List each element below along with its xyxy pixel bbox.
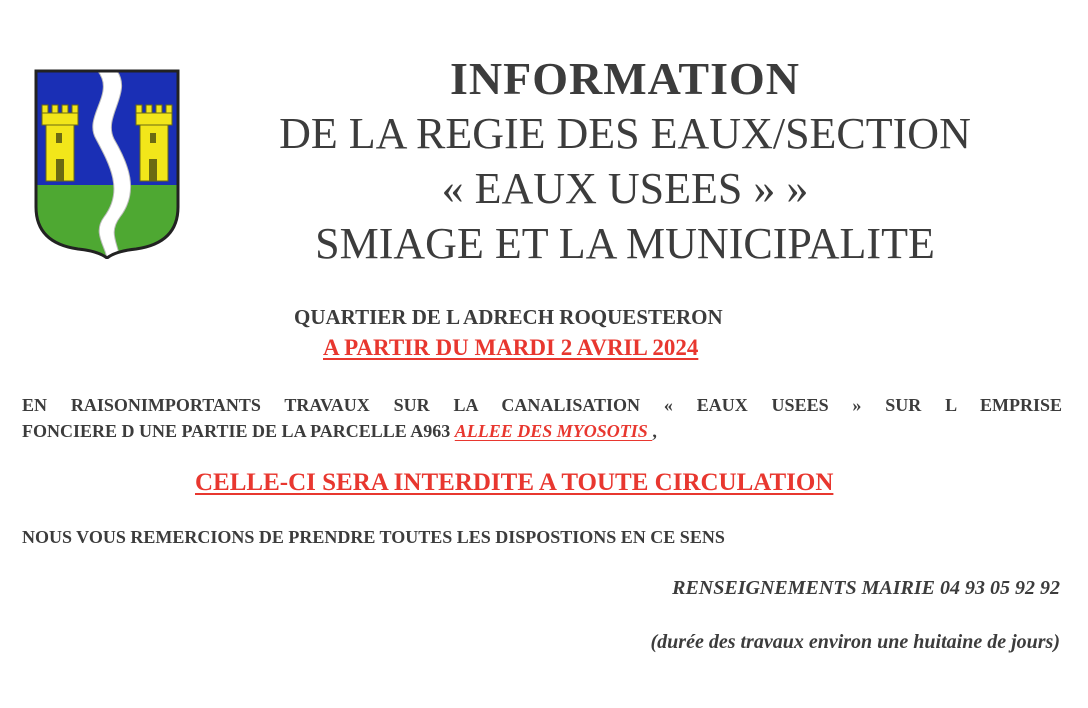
- title-line-2: DE LA REGIE DES EAUX/SECTION: [279, 109, 971, 158]
- contact-info: RENSEIGNEMENTS MAIRIE 04 93 05 92 92: [672, 577, 1060, 599]
- coat-of-arms-icon: [32, 67, 182, 259]
- thanks-text: NOUS VOUS REMERCIONS DE PRENDRE TOUTES LES DISPOSTIONS EN CE SENS: [22, 527, 725, 547]
- start-date: A PARTIR DU MARDI 2 AVRIL 2024: [323, 335, 699, 360]
- notice-body-line-2: [22, 422, 657, 440]
- notice-body-text: FONCIERE D UNE PARTIE DE LA PARCELLE A963: [22, 421, 455, 441]
- notice-body-line-1: EN RAISONIMPORTANTS TRAVAUX SUR LA CANALISATION « EAUX USEES » SUR L EMPRISE: [22, 395, 1062, 415]
- notice-body-comma: ,: [652, 421, 657, 441]
- title-line-3: « EAUX USEES » »: [441, 164, 809, 213]
- duration-note: (durée des travaux environ une huitaine de jours): [650, 631, 1060, 653]
- street-name: ALLEE DES MYOSOTIS: [454, 421, 653, 441]
- title-line-4: SMIAGE ET LA MUNICIPALITE: [315, 219, 935, 268]
- quartier-heading: QUARTIER DE L ADRECH ROQUESTERON: [294, 305, 723, 329]
- closure-warning: CELLE-CI SERA INTERDITE A TOUTE CIRCULATION: [195, 469, 834, 496]
- page-title: INFORMATION: [449, 53, 801, 104]
